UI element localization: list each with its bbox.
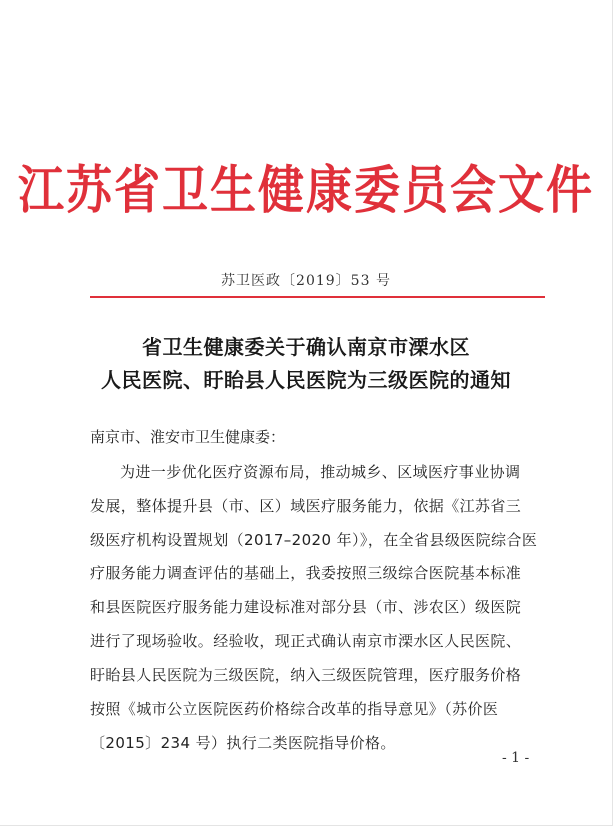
issuing-organization-header: 江苏省卫生健康委员会文件 [18,160,594,221]
addressee: 南京市、淮安市卫生健康委： [90,428,286,446]
document-title-line-1: 省卫生健康委关于确认南京市溧水区 [142,335,470,359]
body-line: 为进一步优化医疗资源布局，推动城乡、区域医疗事业协调 [120,463,521,481]
document-number: 苏卫医政〔2019〕53 号 [221,273,391,289]
body-line: 级医疗机构设置规划（2017–2020 年）》，在全省县级医院综合医 [90,531,538,549]
document-title-line-2: 人民医院、盱眙县人民医院为三级医院的通知 [101,368,511,392]
body-line: 疗服务能力调查评估的基础上，我委按照三级综合医院基本标准 [90,564,522,582]
body-line: 按照《城市公立医院医药价格综合改革的指导意见》（苏价医 [90,700,499,718]
body-line: 和县医院医疗服务能力建设标准对部分县（市、涉农区）级医院 [90,598,522,616]
page-number: - 1 - [502,750,530,766]
body-line: 发展，整体提升县（市、区）域医疗服务能力，依据《江苏省三 [90,497,522,515]
body-line: 进行了现场验收。经验收，现正式确认南京市溧水区人民医院、 [90,632,522,650]
body-line: 〔2015〕234 号）执行二类医院指导价格。 [90,734,396,752]
body-line: 盱眙县人民医院为三级医院，纳入三级医院管理，医疗服务价格 [90,666,522,684]
header-divider [90,296,545,298]
